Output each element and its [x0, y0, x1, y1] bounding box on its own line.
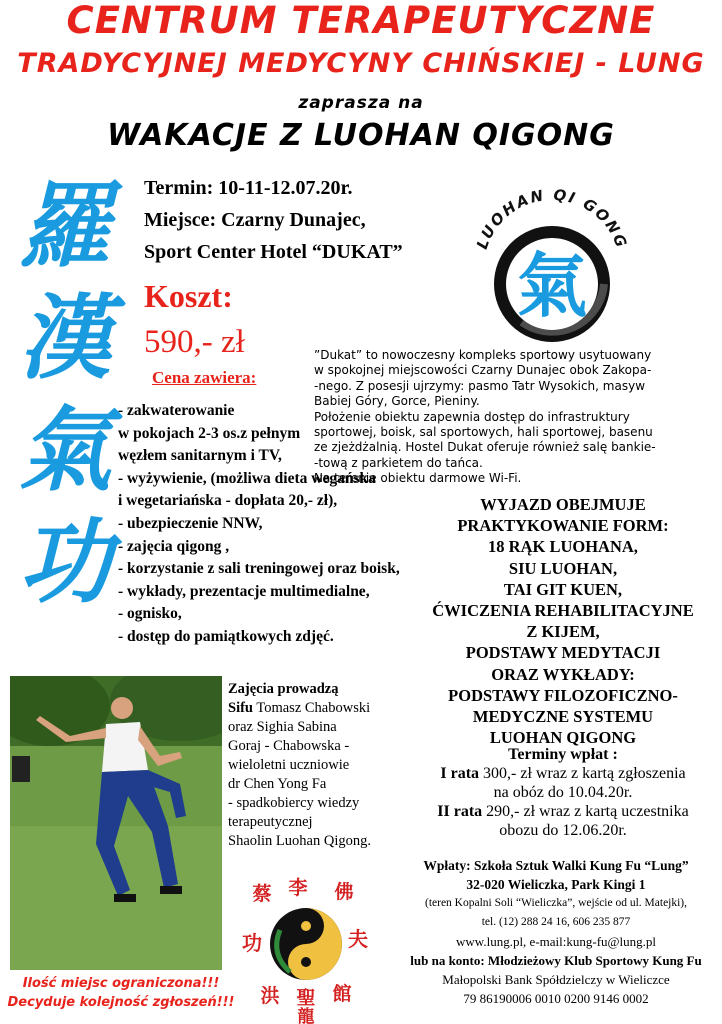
- logo-char: 洪: [260, 985, 280, 1007]
- description-line: w spokojnej miejscowości Czarny Dunajec obok Zakopa-: [314, 363, 652, 378]
- payee-name: Wpłaty: Szkoła Sztuk Walki Kung Fu “Lung”: [423, 858, 689, 873]
- logo-char: 氣: [517, 244, 587, 327]
- list-item: - zajęcia qigong ,: [118, 537, 230, 555]
- program-line: LUOHAN QIGONG: [489, 728, 637, 748]
- instructors-info: [228, 680, 398, 851]
- cost-label: Koszt:: [144, 278, 233, 314]
- program-section: [404, 494, 722, 748]
- payment-rate2-label: II rata: [437, 803, 483, 820]
- payment-rate2: [404, 802, 722, 821]
- program-line: MEDYCZNE SYSTEMU: [472, 707, 654, 727]
- instructors-title: Zajęcia prowadzą: [228, 681, 339, 697]
- description-line: ”Dukat” to nowoczesny kompleks sportowy usytuowany: [314, 348, 652, 362]
- program-line: ĆWICZENIA REHABILITACYJNE: [432, 601, 694, 621]
- list-item: - korzystanie z sali treningowej oraz boisk,: [118, 560, 400, 578]
- event-place: Miejsce: Czarny Dunajec,: [144, 209, 366, 231]
- calligraphy-char: 氣: [18, 396, 111, 504]
- poster-title-line1: CENTRUM TERAPEUTYCZNE: [66, 0, 656, 42]
- invite-text: zaprasza na: [298, 93, 424, 113]
- payee-web-email[interactable]: www.lung.pl, e-mail:kung-fu@lung.pl: [456, 934, 656, 949]
- logo-char: 龍: [297, 1007, 315, 1024]
- payment-rate1-deadline: na obóz do 10.04.20r.: [493, 784, 633, 801]
- description-line: Położenie obiektu zapewnia dostęp do infrastruktury: [314, 409, 630, 424]
- list-item: - ubezpieczenie NNW,: [118, 514, 263, 532]
- logo-text: LUOHAN QI GONG: [472, 185, 632, 252]
- luohan-qigong-logo: [462, 172, 642, 342]
- cost-value: 590,- zł: [144, 324, 245, 360]
- program-line: Z KIJEM,: [526, 622, 600, 642]
- calligraphy-char: 功: [18, 508, 111, 616]
- description-line: ze zjeżdżalnią. Hostel Dukat oferuje również salę bankie-: [314, 440, 656, 455]
- program-line: SIU LUOHAN,: [508, 558, 618, 578]
- program-line: PODSTAWY MEDYTACJI: [465, 643, 661, 663]
- warning-line: Ilość miejsc ograniczona!!!: [22, 976, 220, 991]
- payment-rate1: [404, 764, 722, 783]
- description-line: Na terenie obiektu darmowe Wi-Fi.: [314, 471, 522, 486]
- qigong-practitioner-photo: [10, 676, 222, 970]
- contact-bank-info: [390, 856, 722, 1008]
- description-line: -nego. Z posesji ujrzymy: pasmo Tatr Wysokich, masyw: [314, 378, 646, 393]
- description-line: -tową z parkietem do tańca.: [314, 455, 483, 470]
- logo-char: 功: [242, 931, 262, 955]
- program-line: WYJAZD OBEJMUJE: [480, 495, 646, 514]
- instructor-line: dr Chen Yong Fa: [228, 776, 327, 792]
- payment-title: Terminy wpłat :: [508, 746, 618, 763]
- bank-name: Małopolski Bank Spółdzielczy w Wieliczce: [442, 972, 670, 987]
- description-line: Babiej Góry, Gorce, Pieniny.: [314, 394, 480, 409]
- logo-char: 李: [288, 877, 308, 899]
- instructor-line: Shaolin Luohan Qigong.: [228, 833, 371, 849]
- list-item: - wykłady, prezentacje multimedialne,: [118, 582, 370, 600]
- list-item: węzłem sanitarnym i TV,: [118, 447, 282, 465]
- program-line: 18 RĄK LUOHANA,: [488, 537, 638, 557]
- event-hotel: Sport Center Hotel “DUKAT”: [144, 241, 403, 263]
- logo-char: 夫: [348, 927, 368, 951]
- logo-char: 聖: [296, 987, 316, 1009]
- list-item: - zakwaterowanie: [118, 402, 235, 419]
- instructor-line: wieloletni uczniowie: [228, 757, 350, 773]
- instructor-line: Sifu Tomasz Chabowski: [228, 700, 371, 716]
- description-line: sportowej, boisk, sal sportowych, hali sportowej, basenu: [314, 425, 653, 440]
- svg-text:LUOHAN QI GONG: [473, 186, 631, 252]
- program-line: PRAKTYKOWANIE FORM:: [457, 516, 669, 536]
- payee-address-note: (teren Kopalni Soli “Wieliczka”, wejście od ul. Matejki),: [424, 897, 688, 909]
- kung-fu-school-logo: [240, 874, 370, 1024]
- warning-line: Decyduje kolejność zgłoszeń!!!: [7, 995, 235, 1010]
- poster-title-line2: TRADYCYJNEJ MEDYCYNY CHIŃSKIEJ - LUNG: [17, 48, 705, 79]
- payment-rate1-text: 300,- zł wraz z kartą zgłoszenia: [479, 765, 686, 782]
- calligraphy-char: 漢: [18, 284, 111, 392]
- vertical-calligraphy: [6, 170, 124, 618]
- account-holder: lub na konto: Młodzieżowy Klub Sportowy Kung Fu: [410, 953, 702, 968]
- list-item: i wegetariańska - dopłata 20,- zł),: [118, 492, 338, 510]
- hotel-description: [314, 348, 714, 487]
- logo-char: 館: [332, 983, 352, 1005]
- list-item: - wyżywienie, (możliwa dieta wegańska: [118, 469, 376, 487]
- account-number: 79 86190006 0010 0200 9146 0002: [463, 991, 649, 1006]
- includes-label: Cena zawiera:: [152, 368, 257, 387]
- list-item: - dostęp do pamiątkowych zdjęć.: [118, 627, 334, 645]
- program-line: TAI GIT KUEN,: [503, 579, 623, 599]
- payment-terms: [404, 745, 722, 840]
- limited-places-warning: [0, 974, 242, 1012]
- instructor-line: Goraj - Chabowska -: [228, 738, 350, 754]
- list-item: w pokojach 2-3 os.z pełnym: [118, 424, 301, 442]
- payee-address: 32-020 Wieliczka, Park Kingi 1: [466, 877, 646, 892]
- instructor-line: terapeutycznej: [228, 814, 313, 830]
- payment-rate2-text: 290,- zł wraz z kartą uczestnika: [482, 803, 689, 820]
- sifu-label: Sifu: [228, 700, 253, 716]
- event-headline: WAKACJE Z LUOHAN QIGONG: [107, 118, 615, 153]
- instructor-line: - spadkobiercy wiedzy: [228, 795, 360, 811]
- event-info: [144, 172, 454, 268]
- list-item: - ognisko,: [118, 605, 182, 623]
- payee-phone: tel. (12) 288 24 16, 606 235 877: [481, 916, 631, 928]
- instructor-line: oraz Sighia Sabina: [228, 719, 337, 735]
- event-term: Termin: 10-11-12.07.20r.: [144, 177, 353, 199]
- logo-char: 蔡: [252, 883, 272, 905]
- payment-rate2-deadline: obozu do 12.06.20r.: [499, 822, 627, 839]
- program-line: PODSTAWY FILOZOFICZNO-: [448, 685, 678, 705]
- payment-rate1-label: I rata: [440, 765, 480, 782]
- program-line: ORAZ WYKŁADY:: [491, 664, 635, 684]
- logo-char: 佛: [334, 881, 354, 903]
- calligraphy-char: 羅: [18, 172, 111, 280]
